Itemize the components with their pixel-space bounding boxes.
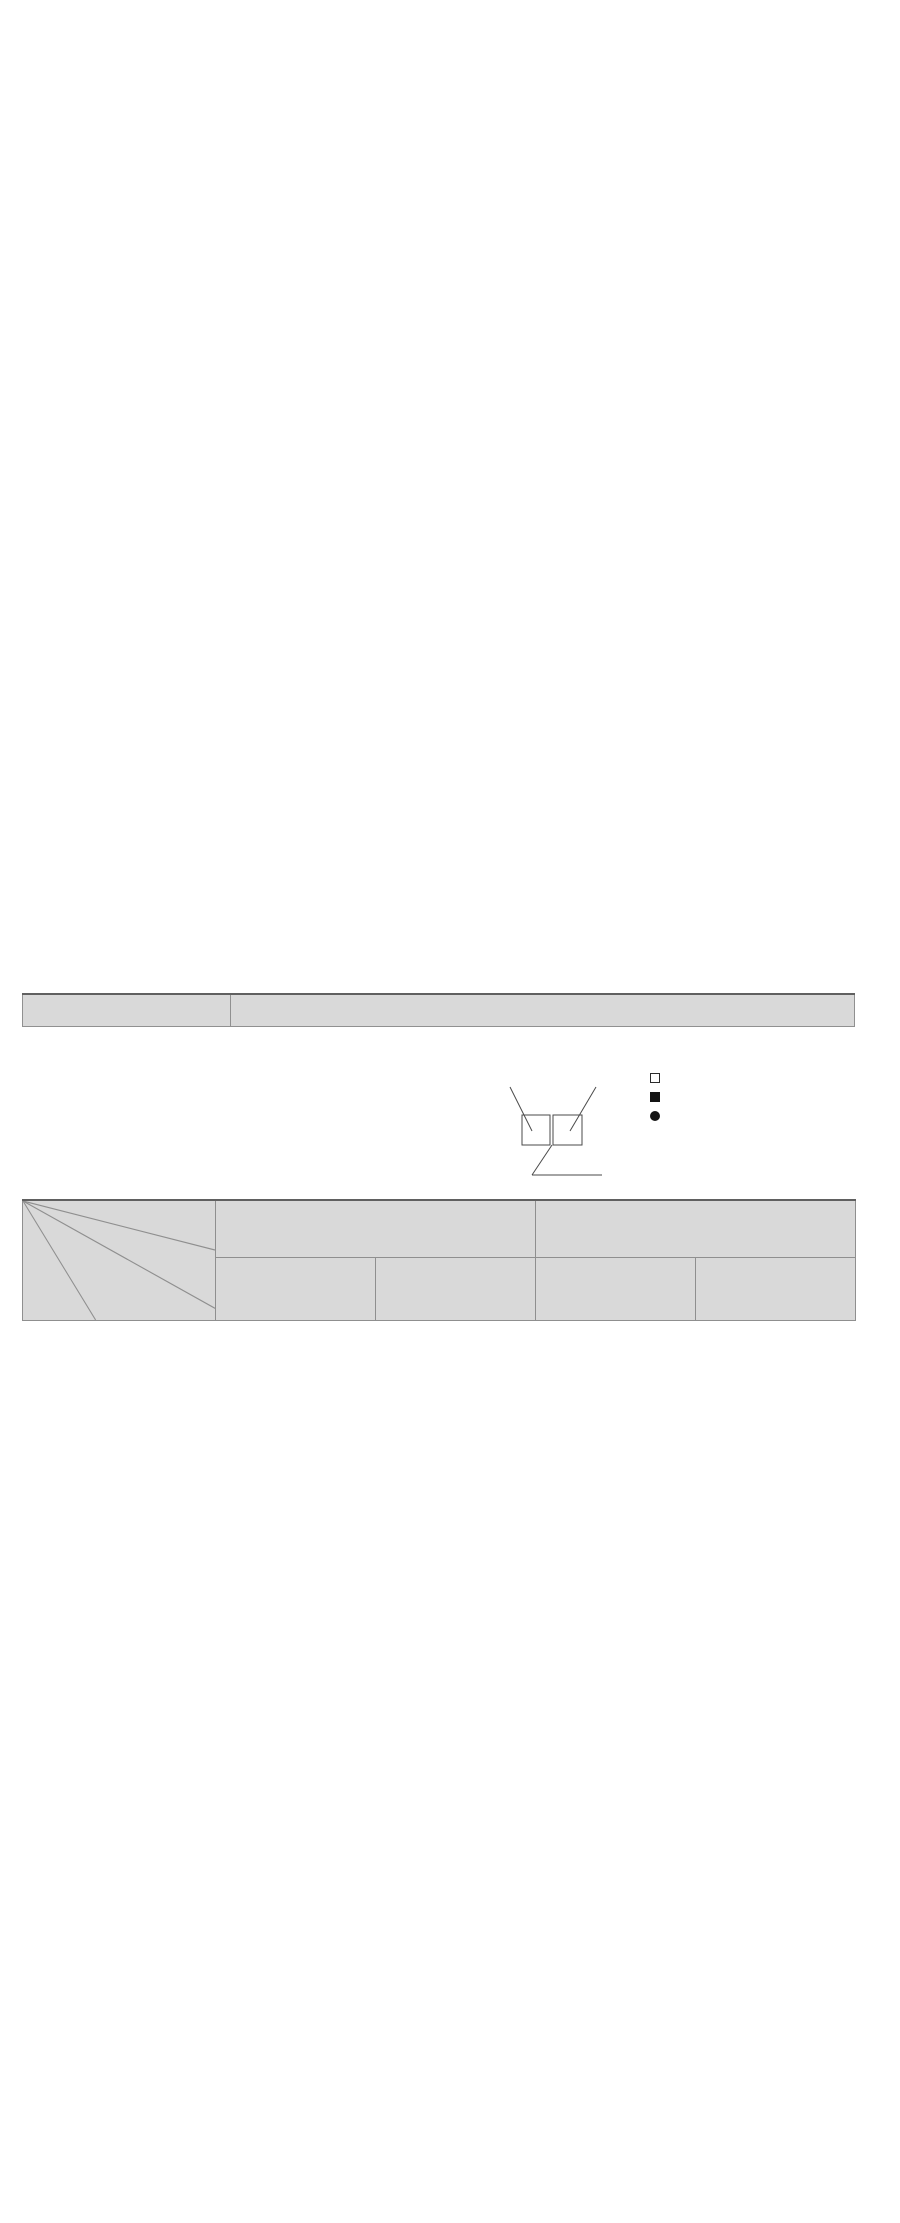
symbol-legend [650, 1073, 668, 1130]
trip-accessory-code-table [22, 1199, 856, 1321]
pole-header [536, 1258, 696, 1321]
table1-header-code [23, 994, 231, 1027]
auxiliary-contact-icon [650, 1092, 660, 1102]
legend-item [650, 1073, 668, 1083]
n-pole-code-table [22, 993, 855, 1027]
table-header-row [23, 994, 855, 1027]
pole-header [216, 1258, 376, 1321]
corner-diagonals [23, 1201, 215, 1320]
alarm-contact-icon [650, 1073, 660, 1083]
pole-header [376, 1258, 536, 1321]
table2-corner-cell [23, 1200, 216, 1321]
table1-header-desc [231, 994, 855, 1027]
model-group-400-800 [536, 1200, 856, 1258]
table2-header-row-models [23, 1200, 856, 1258]
legend-item [650, 1092, 668, 1102]
legend-item [650, 1111, 668, 1121]
pole-header [696, 1258, 856, 1321]
model-group-125-250 [216, 1200, 536, 1258]
shunt-release-icon [650, 1111, 660, 1121]
model-code-diagram [0, 0, 900, 985]
mounting-diagram [0, 1065, 900, 1191]
